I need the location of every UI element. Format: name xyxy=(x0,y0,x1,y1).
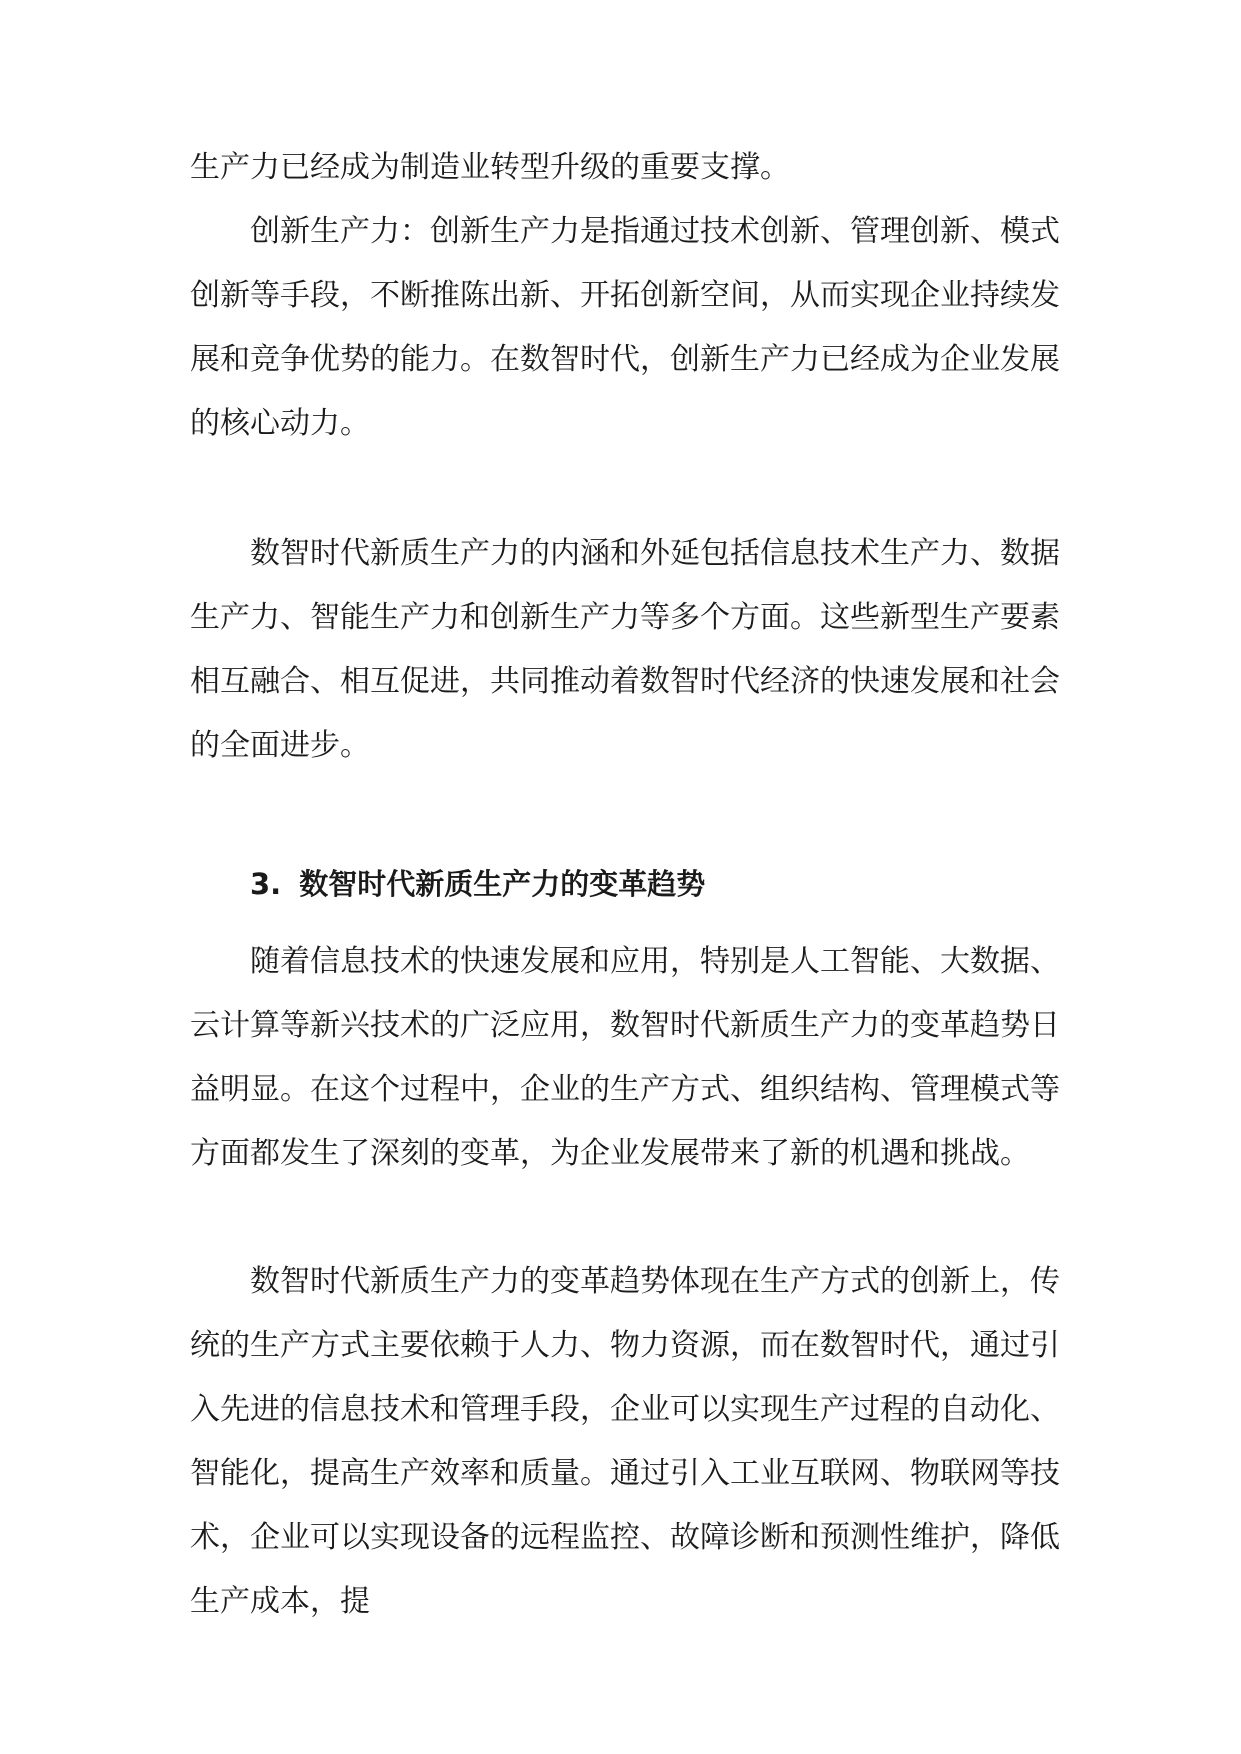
section-heading xyxy=(250,852,705,916)
section-number: 3. xyxy=(250,867,282,901)
section-title: 数智时代新质生产力的变革趋势 xyxy=(299,867,706,901)
paragraph-continuation: 生产力已经成为制造业转型升级的重要支撑。 xyxy=(190,150,790,185)
paragraph-trend-production: 数智时代新质生产力的变革趋势体现在生产方式的创新上，传统的生产方式主要依赖于人力、物力资源，而在数智时代，通过引入先进的信息技术和管理手段，企业可以实现生产过程的自动化、智能化，提高生产效率和质量。通过引入工业互联网、物联网等技术，企业可以实现设备的远程监控、故障诊断和预测性维护，降低生产成本，提 xyxy=(190,1264,1060,1619)
paragraph-summary: 数智时代新质生产力的内涵和外延包括信息技术生产力、数据生产力、智能生产力和创新生产力等多个方面。这些新型生产要素相互融合、相互促进，共同推动着数智时代经济的快速发展和社会的全面进步。 xyxy=(190,536,1060,763)
paragraph-innovation-productivity: 创新生产力：创新生产力是指通过技术创新、管理创新、模式创新等手段，不断推陈出新、开拓创新空间，从而实现企业持续发展和竞争优势的能力。在数智时代，创新生产力已经成为企业发展的核心动力。 xyxy=(190,214,1060,441)
paragraph-trend-intro: 随着信息技术的快速发展和应用，特别是人工智能、大数据、云计算等新兴技术的广泛应用，数智时代新质生产力的变革趋势日益明显。在这个过程中，企业的生产方式、组织结构、管理模式等方面都发生了深刻的变革，为企业发展带来了新的机遇和挑战。 xyxy=(190,944,1060,1171)
